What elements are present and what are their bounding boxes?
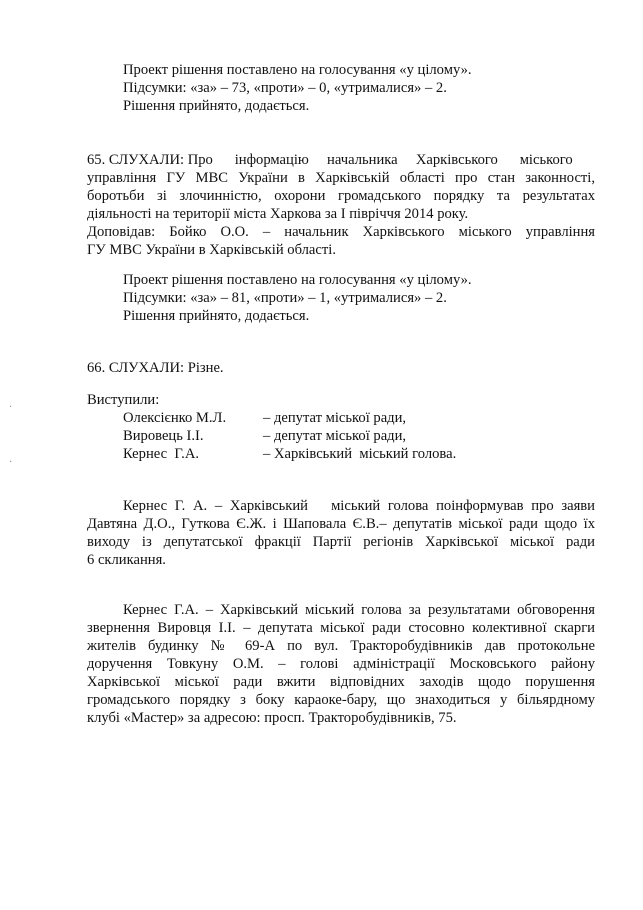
item-65-reporter-line: ГУ МВС України в Харківській області. bbox=[87, 242, 336, 258]
item-65-text-line: діяльності на території міста Харкова за І півріччя 2014 року. bbox=[87, 206, 469, 222]
item-65-text-line: боротьби зі злочинністю, охорони громадського порядку та результатах bbox=[87, 188, 595, 204]
vote-proposal-line: Проект рішення поставлено на голосування «у цілому». bbox=[123, 62, 472, 78]
vote-proposal-line: Проект рішення поставлено на голосування «у цілому». bbox=[123, 272, 472, 288]
scan-speck: · bbox=[9, 457, 13, 468]
paragraph-line: 6 скликання. bbox=[87, 552, 166, 568]
vote-results-line: Підсумки: «за» – 73, «проти» – 0, «утрималися» – 2. bbox=[123, 80, 447, 96]
paragraph-line: жителів будинку № 69-А по вул. Тракторобудівників дав протокольне bbox=[87, 638, 595, 654]
speaker-name: Олексієнко М.Л. bbox=[123, 410, 227, 426]
decision-line: Рішення прийнято, додається. bbox=[123, 308, 310, 324]
item-65-text-line: управління ГУ МВС України в Харківській області про стан законності, bbox=[87, 170, 595, 186]
speakers-label: Виступили: bbox=[87, 392, 160, 408]
paragraph-line: Харківської міської ради вжити відповідних заходів щодо порушення bbox=[87, 674, 595, 690]
paragraph-line: Кернес Г.А. – Харківський міський голова за результатами обговорення bbox=[123, 602, 595, 618]
paragraph-line: виходу із депутатської фракції Партії регіонів Харківської міської ради bbox=[87, 534, 595, 550]
item-65-reporter-line: Доповідав: Бойко О.О. – начальник Харківського міського управління bbox=[87, 224, 595, 240]
item-65-heading: 65. СЛУХАЛИ: Про інформацію начальника Харківського міського bbox=[87, 152, 573, 168]
speaker-name: Вировець І.І. bbox=[123, 428, 204, 444]
speaker-name: Кернес Г.А. bbox=[123, 446, 200, 462]
item-66-heading: 66. СЛУХАЛИ: Різне. bbox=[87, 360, 224, 376]
scan-speck: · bbox=[9, 402, 13, 413]
paragraph-line: Кернес Г. А. – Харківський міський голова поінформував про заяви bbox=[123, 498, 595, 514]
paragraph-line: клубі «Мастер» за адресою: просп. Тракторобудівників, 75. bbox=[87, 710, 457, 726]
speaker-role: – депутат міської ради, bbox=[263, 428, 407, 444]
speaker-role: – депутат міської ради, bbox=[263, 410, 407, 426]
paragraph-line: Давтяна Д.О., Гуткова Є.Ж. і Шаповала Є.В.– депутатів міської ради щодо їх bbox=[87, 516, 595, 532]
decision-line: Рішення прийнято, додається. bbox=[123, 98, 310, 114]
speaker-role: – Харківський міський голова. bbox=[263, 446, 457, 462]
vote-results-line: Підсумки: «за» – 81, «проти» – 1, «утрималися» – 2. bbox=[123, 290, 447, 306]
paragraph-line: звернення Вировця І.І. – депутата міської ради стосовно колективної скарги bbox=[87, 620, 595, 636]
paragraph-line: громадського порядку з боку караоке-бару, що знаходиться у більярдному bbox=[87, 692, 595, 708]
paragraph-line: доручення Товкуну О.М. – голові адміністрації Московського району bbox=[87, 656, 595, 672]
